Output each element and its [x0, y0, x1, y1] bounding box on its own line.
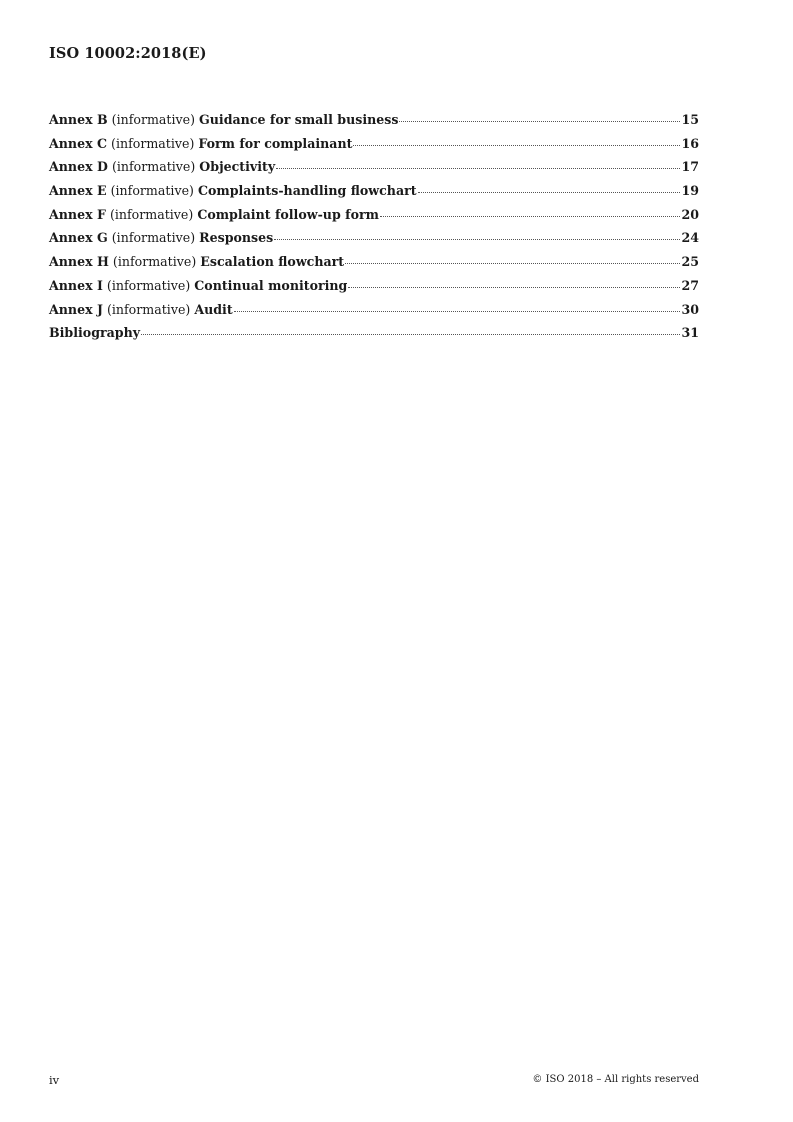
annex-type: (informative) — [106, 301, 191, 317]
annex-type: (informative) — [112, 254, 197, 270]
toc-entry-annex-i[interactable] — [49, 278, 699, 302]
toc-entry-label — [49, 183, 417, 199]
annex-title: Responses — [199, 230, 274, 246]
dot-leader — [234, 311, 681, 312]
dot-leader — [380, 216, 681, 217]
dot-leader — [399, 121, 680, 122]
annex-title: Guidance for small business — [199, 112, 399, 127]
annex-number: Annex D — [49, 159, 108, 175]
annex-number: Annex J — [49, 301, 103, 317]
annex-type: (informative) — [110, 183, 194, 199]
toc-entry-annex-b[interactable] — [49, 112, 699, 136]
annex-title: Audit — [194, 301, 233, 317]
dot-leader — [348, 287, 680, 288]
toc-page-number: 27 — [681, 277, 699, 293]
toc-entry-annex-e[interactable] — [49, 183, 699, 207]
annex-title: Escalation flowchart — [200, 254, 345, 270]
document-id-header: ISO 10002:2018(E) — [49, 45, 207, 62]
toc-page-number: 25 — [681, 254, 699, 270]
toc-entry-annex-h[interactable] — [49, 254, 699, 278]
toc-entry-annex-d[interactable] — [49, 159, 699, 183]
annex-title: Continual monitoring — [194, 277, 348, 293]
annex-number: Annex C — [49, 135, 108, 151]
toc-entry-annex-g[interactable] — [49, 230, 699, 254]
toc-entry-annex-c[interactable] — [49, 136, 699, 160]
annex-type: (informative) — [111, 159, 196, 175]
annex-type: (informative) — [106, 277, 191, 293]
footer-page-number: iv — [49, 1073, 60, 1087]
toc-page-number: 30 — [681, 301, 699, 317]
annex-number: Annex I — [49, 277, 103, 293]
annex-title: Form for complainant — [198, 135, 353, 151]
annex-title: Complaints-handling flowchart — [197, 183, 417, 199]
annex-type: (informative) — [111, 112, 195, 127]
annex-number: Annex B — [49, 112, 108, 127]
dot-leader — [274, 239, 680, 240]
toc-entry-label — [49, 207, 379, 223]
toc-entry-label — [49, 136, 352, 152]
toc-page-number: 19 — [681, 183, 699, 199]
toc-entry-bibliography[interactable] — [49, 325, 699, 349]
annex-title: Objectivity — [199, 159, 276, 175]
toc-page-number: 16 — [681, 135, 699, 151]
toc-entry-annex-j[interactable] — [49, 302, 699, 326]
annex-type: (informative) — [111, 135, 195, 151]
toc-entry-label — [49, 278, 347, 294]
toc-entry-label — [49, 230, 273, 246]
dot-leader — [276, 168, 680, 169]
table-of-contents — [49, 112, 699, 349]
toc-page-number: 17 — [681, 159, 699, 175]
toc-page-number: 15 — [681, 112, 699, 127]
toc-entry-label — [49, 159, 275, 175]
annex-number: Annex G — [49, 230, 108, 246]
toc-entry-label — [49, 112, 398, 128]
toc-entry-annex-f[interactable] — [49, 207, 699, 231]
toc-page-number: 31 — [681, 325, 699, 341]
annex-number: Annex H — [49, 254, 109, 270]
annex-number: Annex F — [49, 206, 106, 222]
annex-type: (informative) — [111, 230, 196, 246]
dot-leader — [141, 334, 680, 335]
footer-copyright: © ISO 2018 – All rights reserved — [532, 1074, 699, 1085]
annex-type: (informative) — [109, 206, 194, 222]
bibliography-title: Bibliography — [49, 325, 141, 341]
dot-leader — [418, 192, 681, 193]
toc-page-number: 20 — [681, 206, 699, 222]
annex-title: Complaint follow-up form — [197, 206, 379, 222]
dot-leader — [353, 145, 680, 146]
toc-entry-label — [49, 254, 344, 270]
toc-entry-label — [49, 302, 233, 318]
dot-leader — [345, 263, 680, 264]
toc-page-number: 24 — [681, 230, 699, 246]
annex-number: Annex E — [49, 183, 107, 199]
